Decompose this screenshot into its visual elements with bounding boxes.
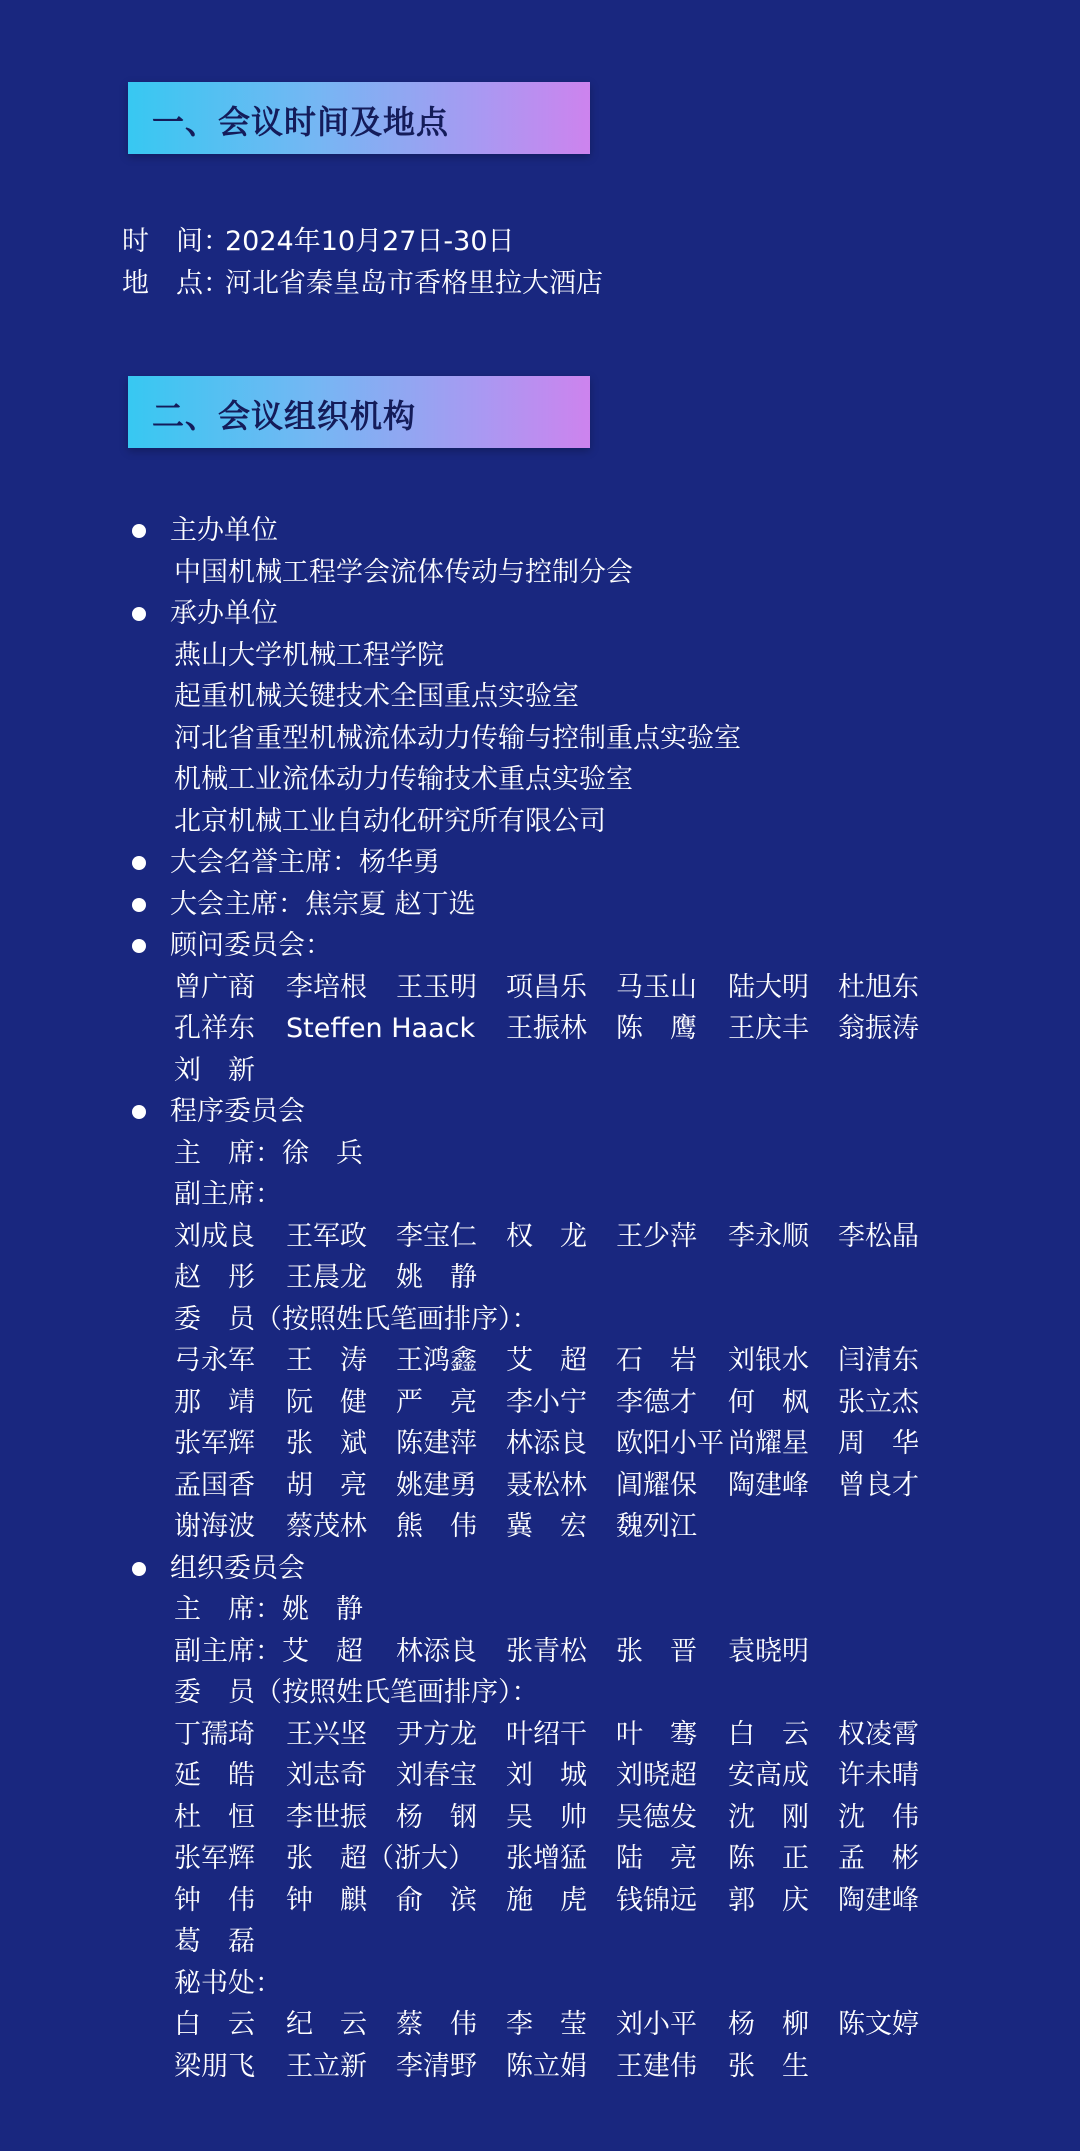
member-name: 蔡茂林 [286,1511,367,1542]
member-name: 副主席：艾 超 [174,1635,363,1667]
member-name: 张 斌 [286,1428,367,1459]
member-name: 杨 柳 [728,2009,809,2040]
place-line [122,268,603,300]
member-name: 何 枫 [728,1386,809,1418]
member-name: 石 岩 [616,1345,697,1376]
bullet-icon [132,856,146,870]
member-name: 杜 恒 [174,1801,255,1833]
sub-item-label: 主 席：徐 兵 [174,1137,363,1169]
member-name: 王 涛 [286,1345,367,1376]
sub-item-label: 河北省重型机械流体动力传输与控制重点实验室 [174,722,741,754]
member-name: 王晨龙 [286,1262,367,1293]
member-name: 王少萍 [616,1220,697,1252]
name-row [0,1506,1080,1548]
member-name: 翁振涛 [838,1013,919,1044]
name-row [0,1714,1080,1756]
sub-item [0,635,1080,677]
name-row [0,1838,1080,1880]
bullet-icon [132,1105,146,1119]
member-name: 张增猛 [506,1843,587,1874]
name-row [0,1423,1080,1465]
name-row [0,2004,1080,2046]
member-name: 陈 正 [728,1843,809,1874]
bullet-icon [132,1562,146,1576]
list-item [0,1548,1080,1590]
member-name: 李宝仁 [396,1220,477,1252]
member-name: 施 虎 [506,1884,587,1916]
member-name: 林添良 [396,1635,477,1667]
member-name: 陶建峰 [728,1469,809,1501]
place-label: 地 点： [122,268,230,299]
member-name: 严 亮 [396,1386,477,1418]
member-name: 丁孺琦 [174,1718,255,1750]
member-name: 项昌乐 [506,971,587,1003]
member-name: 权凌霄 [838,1718,919,1750]
member-name: 曾良才 [838,1469,919,1501]
member-name: 陶建峰 [838,1884,919,1916]
list-item [0,1091,1080,1133]
member-name: 张军辉 [174,1843,255,1874]
member-name: 白 云 [174,2009,255,2040]
member-name: 王玉明 [396,971,477,1003]
sub-item [0,1299,1080,1341]
sub-item [0,552,1080,594]
member-name: 孟 彬 [838,1843,919,1874]
section-header-organization [128,376,590,448]
member-name: 林添良 [506,1428,587,1459]
time-value: 2024年10月27日-30日 [225,226,515,257]
member-name: 魏列江 [616,1511,697,1542]
name-row [0,1880,1080,1922]
member-name: 王振林 [506,1013,587,1044]
member-name: 纪 云 [286,2009,367,2040]
member-name: 谢海波 [174,1511,255,1542]
member-name: 尚耀星 [728,1428,809,1459]
sub-item-label: 秘书处： [174,1967,282,1999]
member-name: 葛 磊 [174,1926,255,1957]
sub-item-label: 副主席： [174,1179,282,1210]
member-name: 孟国香 [174,1469,255,1501]
member-name: 尹方龙 [396,1718,477,1750]
member-name: 刘银水 [728,1345,809,1376]
bullet-icon [132,898,146,912]
member-name: 权 龙 [506,1220,587,1252]
name-row [0,1340,1080,1382]
member-name: 李永顺 [728,1220,809,1252]
member-name: 张 生 [728,2050,809,2082]
member-name: 刘 新 [174,1054,255,1086]
member-name: 陈 鹰 [616,1013,697,1044]
list-item [0,884,1080,926]
member-name: 李小宁 [506,1386,587,1418]
member-name: 刘 城 [506,1760,587,1791]
name-row [0,1216,1080,1258]
member-name: 杨 钢 [396,1801,477,1833]
name-row [0,1755,1080,1797]
sub-item [0,718,1080,760]
list-item-label: 大会名誉主席：杨华勇 [170,847,440,878]
list-item [0,842,1080,884]
member-name: 王立新 [286,2050,367,2082]
member-name: 李松晶 [838,1220,919,1252]
member-name: 阊耀保 [616,1469,697,1501]
member-name: 曾广商 [174,971,255,1003]
member-name: 陈立娟 [506,2050,587,2082]
member-name: 张立杰 [838,1386,919,1418]
member-name: 阮 健 [286,1386,367,1418]
member-name: 姚 静 [396,1262,477,1293]
member-name: 陈文婷 [838,2009,919,2040]
member-name: 周 华 [838,1428,919,1459]
member-name: 王庆丰 [728,1013,809,1044]
member-name: 王建伟 [616,2050,697,2082]
sub-item [0,1672,1080,1714]
sub-item-label: 中国机械工程学会流体传动与控制分会 [174,556,633,588]
member-name: 李清野 [396,2050,477,2082]
member-name: 赵 彤 [174,1262,255,1293]
member-name: 杜旭东 [838,971,919,1003]
member-name: 吴 帅 [506,1801,587,1833]
sub-item [0,676,1080,718]
name-row [0,1257,1080,1299]
member-name: 刘晓超 [616,1760,697,1791]
list-item-label: 程序委员会 [170,1096,305,1127]
member-name: 王军政 [286,1220,367,1252]
member-name: 刘小平 [616,2009,697,2040]
name-row [0,967,1080,1009]
member-name: 许未晴 [838,1760,919,1791]
member-name: 沈 伟 [838,1801,919,1833]
organization-list [0,510,1080,2087]
member-name: 张青松 [506,1635,587,1667]
member-name: 马玉山 [616,971,697,1003]
list-item [0,925,1080,967]
sub-item-label: 起重机械关键技术全国重点实验室 [174,681,579,712]
member-name: 延 皓 [174,1760,255,1791]
sub-item [0,759,1080,801]
member-name: 欧阳小平 [616,1428,724,1459]
member-name: 熊 伟 [396,1511,477,1542]
member-name: 陆 亮 [616,1843,697,1874]
member-name: 袁晓明 [728,1635,809,1667]
member-name: 叶绍干 [506,1718,587,1750]
section-header-time-place [128,82,590,154]
name-row [0,1631,1080,1673]
member-name: 那 靖 [174,1386,255,1418]
member-name: 孔祥东 [174,1013,255,1044]
bullet-icon [132,607,146,621]
member-name: 梁朋飞 [174,2050,255,2082]
list-item-label: 主办单位 [170,515,278,546]
member-name: 刘春宝 [396,1760,477,1791]
member-name: 聂松林 [506,1469,587,1501]
member-name: 吴德发 [616,1801,697,1833]
name-row [0,1921,1080,1963]
list-item-label: 顾问委员会： [170,930,332,961]
member-name: 张 超（浙大） [286,1843,475,1874]
time-line [122,226,515,258]
member-name: 沈 刚 [728,1801,809,1833]
section-title: 二、会议组织机构 [152,397,417,435]
member-name: 蔡 伟 [396,2009,477,2040]
time-label: 时 间： [122,226,230,257]
sub-item-label: 委 员（按照姓氏笔画排序）： [174,1303,539,1335]
member-name: 胡 亮 [286,1469,367,1501]
name-row [0,2046,1080,2088]
sub-item [0,1174,1080,1216]
sub-item-label: 主 席：姚 静 [174,1594,363,1625]
member-name: 李世振 [286,1801,367,1833]
member-name: Steffen Haack [286,1013,476,1044]
name-row [0,1465,1080,1507]
sub-item-label: 机械工业流体动力传输技术重点实验室 [174,764,633,795]
list-item [0,593,1080,635]
sub-item-label: 委 员（按照姓氏笔画排序）： [174,1677,539,1708]
member-name: 姚建勇 [396,1469,477,1501]
member-name: 李德才 [616,1386,697,1418]
place-value: 河北省秦皇岛市香格里拉大酒店 [225,268,603,299]
sub-item [0,1133,1080,1175]
list-item [0,510,1080,552]
member-name: 钱锦远 [616,1884,697,1916]
member-name: 刘成良 [174,1220,255,1252]
sub-item-label: 北京机械工业自动化研究所有限公司 [174,805,606,837]
member-name: 郭 庆 [728,1884,809,1916]
member-name: 艾 超 [506,1345,587,1376]
name-row [0,1008,1080,1050]
sub-item-label: 燕山大学机械工程学院 [174,639,444,671]
member-name: 安高成 [728,1760,809,1791]
section-title: 一、会议时间及地点 [152,103,450,141]
member-name: 张军辉 [174,1428,255,1459]
member-name: 王兴坚 [286,1718,367,1750]
member-name: 王鸿鑫 [396,1345,477,1376]
member-name: 陈建萍 [396,1428,477,1459]
member-name: 钟 麒 [286,1884,367,1916]
member-name: 刘志奇 [286,1760,367,1791]
member-name: 钟 伟 [174,1884,255,1916]
member-name: 闫清东 [838,1345,919,1376]
list-item-label: 大会主席：焦宗夏 赵丁选 [170,888,476,920]
member-name: 李 莹 [506,2009,587,2040]
list-item-label: 承办单位 [170,598,278,629]
bullet-icon [132,524,146,538]
member-name: 冀 宏 [506,1511,587,1542]
name-row [0,1382,1080,1424]
member-name: 李培根 [286,971,367,1003]
member-name: 叶 骞 [616,1718,697,1750]
member-name: 弓永军 [174,1345,255,1376]
sub-item [0,1589,1080,1631]
member-name: 陆大明 [728,971,809,1003]
list-item-label: 组织委员会 [170,1552,305,1584]
member-name: 张 晋 [616,1635,697,1667]
sub-item [0,801,1080,843]
bullet-icon [132,939,146,953]
member-name: 白 云 [728,1718,809,1750]
name-row [0,1797,1080,1839]
name-row [0,1050,1080,1092]
member-name: 俞 滨 [396,1884,477,1916]
sub-item [0,1963,1080,2005]
